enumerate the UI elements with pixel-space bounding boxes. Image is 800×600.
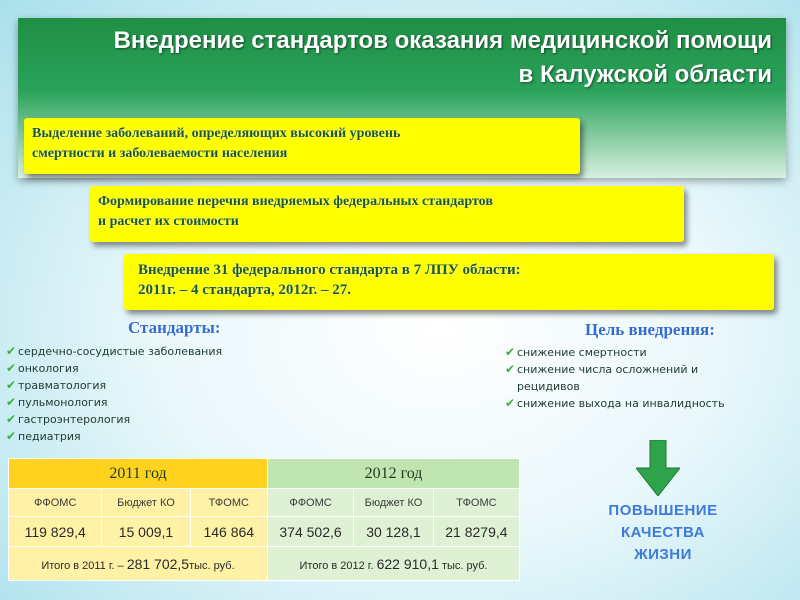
total-2012-prefix: Итого в 2012 г.	[299, 559, 377, 572]
table-cell: 30 128,1	[354, 517, 434, 547]
table-cell: 146 864	[190, 517, 267, 547]
list-item	[6, 343, 306, 360]
column-header: ТФОМС	[190, 489, 267, 517]
check-icon: ✔	[505, 345, 516, 359]
step2-line2: и расчет их стоимости	[98, 214, 239, 229]
result-line3: ЖИЗНИ	[634, 546, 692, 563]
check-icon: ✔	[6, 378, 17, 392]
standard-label: педиатрия	[18, 430, 81, 443]
total-2011	[9, 547, 268, 581]
year-2012-header: 2012 год	[268, 459, 520, 489]
result-line2: КАЧЕСТВА	[621, 524, 705, 541]
down-arrow-icon	[636, 440, 680, 496]
list-item	[6, 377, 306, 394]
check-icon: ✔	[6, 361, 17, 375]
total-2011-suffix: тыс. руб.	[189, 559, 235, 572]
table-cell: 15 009,1	[102, 517, 190, 547]
total-2012	[268, 547, 520, 581]
standard-label: онкология	[18, 362, 79, 375]
step1-line1: Выделение заболеваний, определяющих высокий уровень	[32, 126, 401, 141]
standard-label: травматология	[18, 379, 107, 392]
check-icon: ✔	[6, 429, 17, 443]
table-row	[9, 459, 520, 489]
table-row	[9, 489, 520, 517]
table-cell: 119 829,4	[9, 517, 102, 547]
list-item	[505, 344, 785, 361]
check-icon: ✔	[6, 344, 17, 358]
step3-line1: Внедрение 31 федерального стандарта в 7 ЛПУ области:	[138, 262, 521, 278]
finance-table	[8, 458, 520, 581]
list-item	[6, 394, 306, 411]
step1-line2: смертности и заболеваемости населения	[32, 146, 288, 161]
total-2011-amount: 281 702,5	[126, 555, 190, 572]
result-line1: ПОВЫШЕНИЕ	[608, 502, 718, 519]
goal-label-continuation: рецидивов	[517, 380, 580, 393]
table-cell: 374 502,6	[268, 517, 354, 547]
step-box-3	[124, 254, 774, 310]
column-header: ФФОМС	[9, 489, 102, 517]
list-item-continuation	[505, 378, 785, 395]
table-row	[9, 547, 520, 581]
list-item	[505, 395, 785, 412]
standards-heading: Стандарты:	[128, 318, 221, 337]
check-icon: ✔	[6, 412, 17, 426]
page-title-line2: в Калужской области	[518, 61, 772, 88]
step2-line1: Формирование перечня внедряемых федеральных стандартов	[98, 194, 493, 209]
goal-label: снижение выхода на инвалидность	[517, 397, 725, 410]
year-2011-header: 2011 год	[9, 459, 268, 489]
result-text	[588, 500, 738, 566]
standard-label: гастроэнтерология	[18, 413, 131, 426]
column-header: Бюджет КО	[102, 489, 190, 517]
step-box-2	[90, 186, 684, 242]
step3-line2: 2011г. – 4 стандарта, 2012г. – 27.	[138, 282, 352, 298]
standard-label: пульмонология	[18, 396, 108, 409]
column-header: ФФОМС	[268, 489, 354, 517]
column-header: Бюджет КО	[354, 489, 434, 517]
page-title-line1: Внедрение стандартов оказания медицинской помощи	[113, 27, 772, 54]
goal-label: снижение числа осложнений и	[517, 363, 699, 376]
check-icon: ✔	[6, 395, 17, 409]
column-header: ТФОМС	[433, 489, 519, 517]
table-cell: 21 8279,4	[433, 517, 519, 547]
goal-heading: Цель внедрения:	[585, 320, 715, 339]
total-2011-prefix: Итого в 2011 г. –	[41, 559, 127, 572]
list-item	[6, 360, 306, 377]
page-title	[32, 24, 772, 92]
total-2012-amount: 622 910,1	[376, 555, 439, 572]
list-item	[6, 411, 306, 428]
standard-label: сердечно-сосудистые заболевания	[18, 345, 223, 358]
table-row	[9, 517, 520, 547]
list-item	[505, 361, 785, 378]
list-item	[6, 428, 306, 445]
check-icon: ✔	[505, 362, 516, 376]
check-icon: ✔	[505, 396, 516, 410]
standards-list	[6, 343, 306, 445]
total-2012-suffix: тыс. руб.	[438, 559, 488, 572]
goal-label: снижение смертности	[517, 346, 647, 359]
goal-list	[505, 344, 785, 412]
step-box-1	[24, 118, 580, 174]
